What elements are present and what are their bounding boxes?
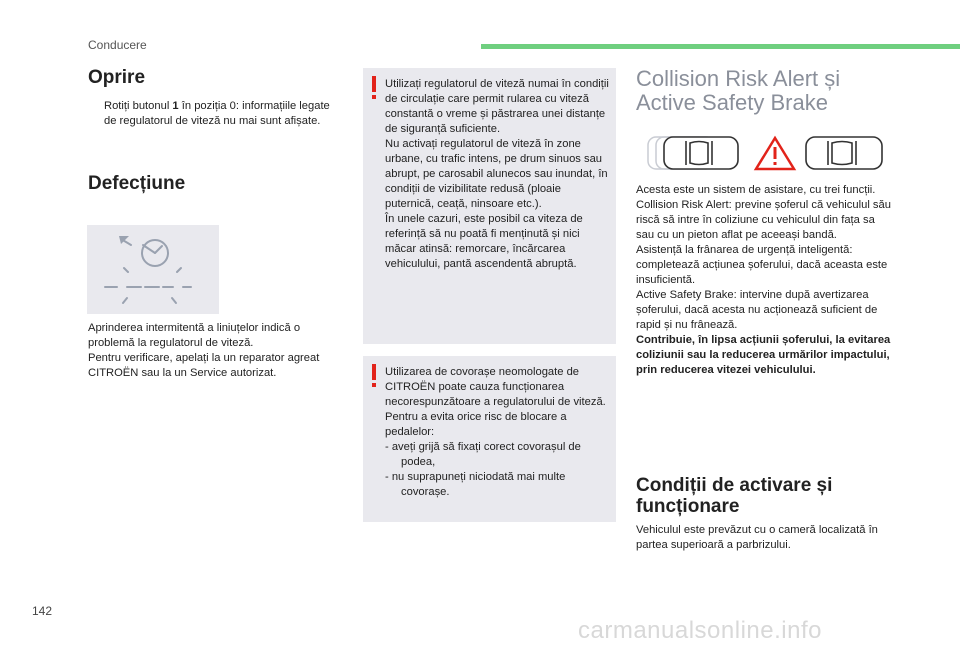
warning-text: Utilizarea de covorașe neomologate de CITROËN poate cauza funcționarea necorespunzătoare a regulatorului de viteză. Pentru a evita orice risc de blocare a pedalelor: - aveți grijă să fixați corect covorașul de podea, - nu suprapuneți niciodată mai multe covorașe. xyxy=(385,365,611,500)
oprire-bullet-text: Rotiți butonul 1 în poziția 0: informațiile legate de regulatorul de viteză nu mai sunt afișate. xyxy=(104,100,330,127)
warning-box-cruise-usage xyxy=(363,68,616,344)
cruise-control-dashes-icon xyxy=(87,225,219,314)
warning-text: Utilizați regulatorul de viteză numai în condiții de circulație care permit rularea cu viteză constantă o vreme și păstrarea unei distanțe de siguranță suficiente. Nu activați regulatorul de viteză în zone urbane, cu trafic intens, pe drum sinuos sau abrupt, pe carosabil alunecos sau inundat, în condiții de vizibilitate redusă (ploaie puternică, ceață, ninsoare etc.). În unele cazuri, este posibil ca viteza de referință să nu poată fi menținută și nici măcar atinsă: remorcare, încărcarea vehiculului, pantă ascendentă abruptă. xyxy=(385,78,609,270)
conditii-text: Vehiculul este prevăzut cu o cameră localizată în partea superioară a parbrizului. xyxy=(636,524,878,551)
warning-box-floor-mats xyxy=(363,356,616,522)
collision-title: Collision Risk Alert și Active Safety Brake xyxy=(636,66,841,115)
collision-description: Acesta este un sistem de asistare, cu trei funcții. Collision Risk Alert: previne șoferul că vehiculul său riscă să intre în coliziune cu vehiculul din fața sa sau cu un pieton aflat pe aceeași bandă. Asistență la frânarea de urgență inteligentă: completează acțiunea șoferului, dacă aceasta este insuficientă. Active Safety Brake: intervine după avertizarea șoferului, dacă acesta nu acționează suficient de rapid și nu frânează. Contribuie, în lipsa acțiunii șoferului, la evitarea coliziunii sau la reducerea urmărilor impactului, prin reducerea vitezei vehiculului. xyxy=(636,184,891,376)
watermark: carmanualsonline.info xyxy=(578,617,822,644)
section-header-bar xyxy=(481,44,960,49)
oprire-bullet xyxy=(88,99,340,129)
section-header: Conducere xyxy=(88,38,147,52)
oprire-title: Oprire xyxy=(88,67,146,88)
warning-exclamation-icon xyxy=(371,364,377,387)
list-item: - aveți grijă să fixați corect covorașul de podea, xyxy=(385,441,581,468)
page-number: 142 xyxy=(32,604,53,618)
list-item: - nu suprapuneți niciodată mai multe covorașe. xyxy=(385,471,566,498)
defectiune-title: Defecțiune xyxy=(88,173,186,194)
conditii-title: Condiții de activare și funcționare xyxy=(636,475,833,517)
collision-illustration xyxy=(646,132,886,174)
defectiune-text: Aprinderea intermitentă a liniuțelor indică o problemă la regulatorul de viteză. Pentru verificare, apelați la un reparator agreat CITROËN sau la un Service autorizat. xyxy=(88,322,320,379)
warning-exclamation-icon xyxy=(371,76,377,99)
